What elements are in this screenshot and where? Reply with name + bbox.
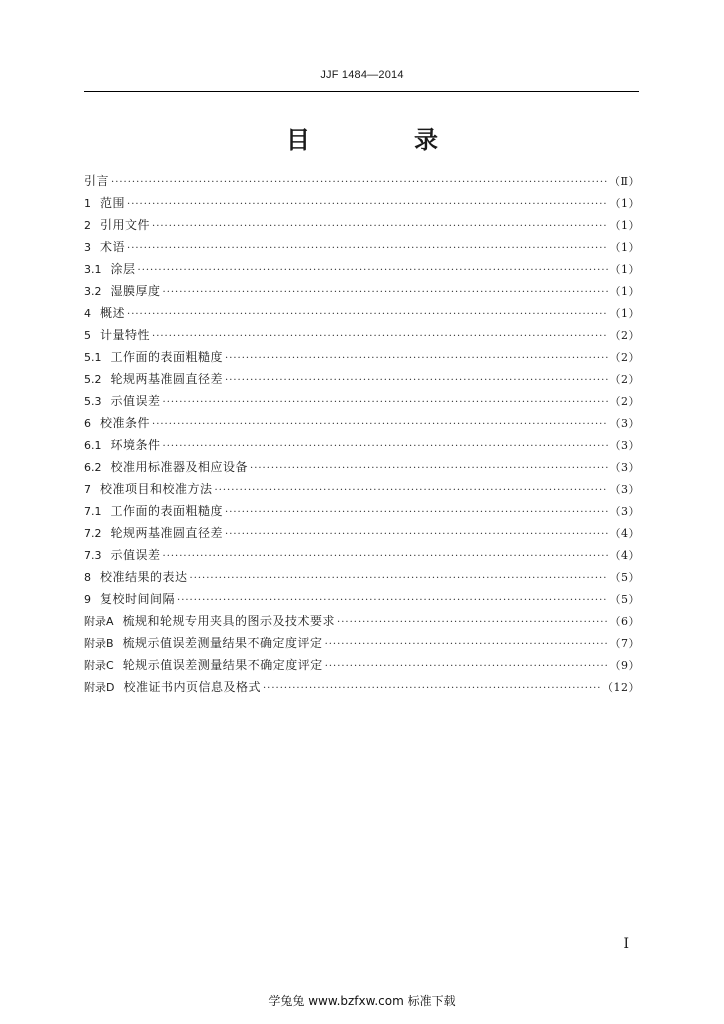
toc-entry[interactable] — [84, 566, 640, 588]
toc-dot-leader — [163, 546, 608, 568]
toc-entry-page: （5） — [609, 571, 640, 584]
toc-entry-number: 附录C — [84, 659, 114, 672]
toc-entry[interactable] — [84, 368, 640, 390]
toc-dot-leader — [152, 326, 607, 348]
toc-entry-page: （1） — [609, 263, 640, 276]
toc-entry-page: （2） — [609, 395, 640, 408]
toc-entry-page: （1） — [609, 197, 640, 210]
toc-entry[interactable] — [84, 346, 640, 368]
toc-entry-page: （3） — [609, 483, 640, 496]
toc-dot-leader — [163, 282, 608, 304]
page-number: I — [623, 936, 629, 952]
toc-entry-number: 7.3 — [84, 549, 102, 562]
toc-dot-leader — [225, 348, 607, 370]
toc-dot-leader — [163, 436, 608, 458]
toc-dot-leader — [325, 656, 608, 678]
toc-entry-title: 示值误差 — [110, 548, 161, 562]
toc-entry[interactable] — [84, 170, 640, 192]
toc-entry-page: （9） — [609, 659, 640, 672]
toc-entry[interactable] — [84, 236, 640, 258]
toc-entry-page: （3） — [609, 417, 640, 430]
toc-entry-title: 梳规和轮规专用夹具的图示及技术要求 — [122, 614, 336, 628]
toc-entry-page: （1） — [609, 307, 640, 320]
table-of-contents — [84, 170, 640, 698]
toc-entry-title: 轮规两基准圆直径差 — [110, 526, 224, 540]
toc-entry-number: 附录A — [84, 615, 114, 628]
toc-entry-page: （7） — [609, 637, 640, 650]
toc-entry-title: 示值误差 — [110, 394, 161, 408]
toc-entry-page: （4） — [609, 527, 640, 540]
toc-entry-page: （1） — [609, 285, 640, 298]
toc-entry-page: （Ⅱ） — [609, 175, 640, 188]
toc-entry-title: 环境条件 — [110, 438, 161, 452]
toc-entry-title: 工作面的表面粗糙度 — [110, 350, 224, 364]
toc-entry-title: 引言 — [84, 174, 110, 188]
toc-entry[interactable] — [84, 302, 640, 324]
toc-dot-leader — [337, 612, 607, 634]
toc-entry-number: 5 — [84, 329, 91, 342]
toc-dot-leader — [152, 414, 607, 436]
toc-dot-leader — [215, 480, 608, 502]
toc-entry-number: 7 — [84, 483, 91, 496]
header-rule — [84, 91, 639, 92]
toc-entry-title: 校准证书内页信息及格式 — [123, 680, 261, 694]
toc-entry[interactable] — [84, 412, 640, 434]
toc-entry-number: 6 — [84, 417, 91, 430]
toc-entry[interactable] — [84, 324, 640, 346]
toc-entry[interactable] — [84, 654, 640, 676]
toc-entry[interactable] — [84, 456, 640, 478]
toc-entry-title: 范围 — [100, 196, 126, 210]
toc-entry-number: 7.1 — [84, 505, 102, 518]
toc-entry-title: 涂层 — [110, 262, 136, 276]
toc-entry-title: 梳规示值误差测量结果不确定度评定 — [122, 636, 323, 650]
toc-entry-page: （1） — [609, 219, 640, 232]
toc-entry-number: 5.1 — [84, 351, 102, 364]
toc-entry[interactable] — [84, 500, 640, 522]
toc-entry[interactable] — [84, 214, 640, 236]
toc-entry-number: 2 — [84, 219, 91, 232]
toc-entry-page: （3） — [609, 461, 640, 474]
toc-entry-title: 校准项目和校准方法 — [100, 482, 213, 496]
toc-entry-number: 6.2 — [84, 461, 102, 474]
toc-entry-page: （5） — [609, 593, 640, 606]
toc-entry-number: 5.2 — [84, 373, 102, 386]
toc-entry[interactable] — [84, 522, 640, 544]
toc-entry-title: 概述 — [100, 306, 126, 320]
toc-entry-number: 1 — [84, 197, 91, 210]
toc-dot-leader — [127, 304, 607, 326]
toc-entry-page: （3） — [609, 505, 640, 518]
toc-title: 目 录 — [286, 126, 478, 154]
toc-dot-leader — [225, 524, 607, 546]
toc-entry-number: 3.2 — [84, 285, 102, 298]
toc-entry-title: 计量特性 — [100, 328, 151, 342]
toc-entry[interactable] — [84, 192, 640, 214]
toc-dot-leader — [325, 634, 608, 656]
toc-entry-page: （2） — [609, 373, 640, 386]
toc-entry-number: 附录B — [84, 637, 114, 650]
toc-entry-title: 轮规示值误差测量结果不确定度评定 — [122, 658, 323, 672]
toc-entry-title: 校准用标准器及相应设备 — [110, 460, 249, 474]
toc-dot-leader — [190, 568, 608, 590]
toc-dot-leader — [111, 172, 607, 194]
toc-dot-leader — [263, 678, 600, 700]
toc-entry[interactable] — [84, 610, 640, 632]
toc-entry[interactable] — [84, 676, 640, 698]
toc-entry[interactable] — [84, 544, 640, 566]
toc-entry-title: 术语 — [100, 240, 126, 254]
toc-dot-leader — [177, 590, 607, 612]
toc-entry-number: 4 — [84, 307, 91, 320]
toc-entry-page: （2） — [609, 351, 640, 364]
toc-entry-number: 7.2 — [84, 527, 102, 540]
toc-entry-number: 附录D — [84, 681, 115, 694]
toc-entry-page: （1） — [609, 241, 640, 254]
toc-entry-page: （4） — [609, 549, 640, 562]
toc-entry-number: 3 — [84, 241, 91, 254]
toc-dot-leader — [225, 370, 607, 392]
toc-entry[interactable] — [84, 280, 640, 302]
toc-dot-leader — [127, 238, 607, 260]
toc-entry[interactable] — [84, 390, 640, 412]
toc-entry-title: 校准结果的表达 — [100, 570, 188, 584]
toc-entry-page: （12） — [602, 681, 640, 694]
toc-entry[interactable] — [84, 588, 640, 610]
toc-entry-title: 校准条件 — [100, 416, 151, 430]
toc-entry-title: 引用文件 — [100, 218, 151, 232]
toc-entry[interactable] — [84, 632, 640, 654]
toc-entry[interactable] — [84, 434, 640, 456]
toc-dot-leader — [250, 458, 607, 480]
toc-dot-leader — [127, 194, 607, 216]
toc-entry-page: （6） — [609, 615, 640, 628]
toc-entry-number: 5.3 — [84, 395, 102, 408]
toc-entry-page: （2） — [609, 329, 640, 342]
toc-entry-title: 轮规两基准圆直径差 — [110, 372, 224, 386]
toc-entry-number: 6.1 — [84, 439, 102, 452]
toc-dot-leader — [152, 216, 607, 238]
toc-entry-title: 工作面的表面粗糙度 — [110, 504, 224, 518]
toc-entry[interactable] — [84, 478, 640, 500]
toc-dot-leader — [225, 502, 607, 524]
toc-dot-leader — [163, 392, 608, 414]
watermark-text: 学兔兔 www.bzfxw.com 标准下载 — [268, 994, 456, 1008]
toc-entry-title: 湿膜厚度 — [110, 284, 161, 298]
toc-entry-title: 复校时间间隔 — [100, 592, 176, 606]
toc-entry[interactable] — [84, 258, 640, 280]
standard-code-header: JJF 1484—2014 — [320, 69, 404, 81]
toc-entry-number: 9 — [84, 593, 91, 606]
toc-entry-page: （3） — [609, 439, 640, 452]
toc-entry-number: 3.1 — [84, 263, 102, 276]
toc-dot-leader — [138, 260, 608, 282]
toc-entry-number: 8 — [84, 571, 91, 584]
